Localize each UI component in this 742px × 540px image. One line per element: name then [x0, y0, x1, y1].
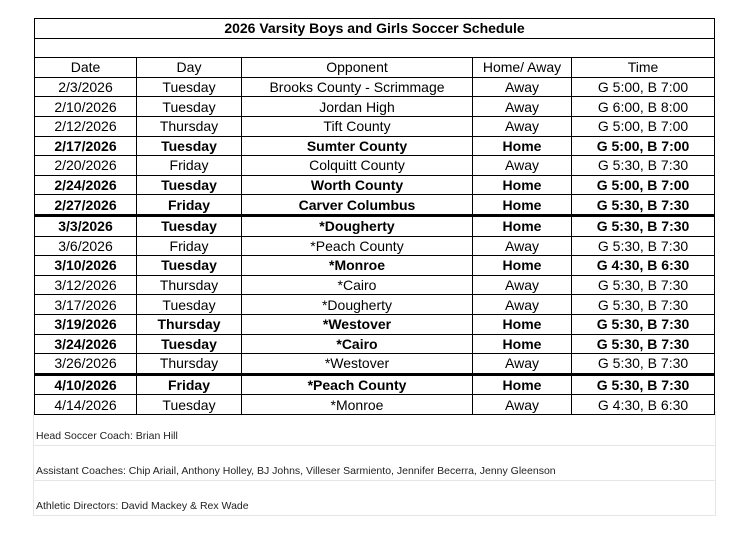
home-away-cell: Home	[473, 334, 572, 354]
home-away-cell: Away	[473, 354, 572, 375]
game-row	[35, 215, 715, 236]
day-cell: Tuesday	[137, 175, 242, 195]
assistant-coaches-text: Assistant Coaches: Chip Ariail, Anthony Holley, BJ Johns, Villeser Sarmiento, Jennifer Becerra, Jenny Gleenson	[36, 465, 556, 477]
date-cell: 3/24/2026	[35, 334, 137, 354]
opponent-cell: *Monroe	[242, 395, 473, 415]
date-cell: 3/6/2026	[35, 236, 137, 256]
title-row	[35, 19, 715, 39]
date-cell: 3/3/2026	[35, 215, 137, 236]
game-row	[35, 156, 715, 176]
opponent-cell: *Peach County	[242, 374, 473, 395]
time-cell: G 5:30, B 7:30	[572, 275, 715, 295]
schedule-title: 2026 Varsity Boys and Girls Soccer Schedule	[35, 19, 715, 39]
date-cell: 2/10/2026	[35, 97, 137, 117]
date-cell: 3/19/2026	[35, 314, 137, 334]
home-away-cell: Away	[473, 275, 572, 295]
game-row	[35, 334, 715, 354]
day-cell: Thursday	[137, 275, 242, 295]
home-away-cell: Away	[473, 116, 572, 136]
time-cell: G 5:30, B 7:30	[572, 236, 715, 256]
column-header-date: Date	[35, 58, 137, 78]
opponent-cell: *Westover	[242, 314, 473, 334]
home-away-cell: Home	[473, 215, 572, 236]
game-row	[35, 295, 715, 315]
day-cell: Tuesday	[137, 256, 242, 276]
opponent-cell: Sumter County	[242, 136, 473, 156]
opponent-cell: Carver Columbus	[242, 195, 473, 216]
game-row	[35, 136, 715, 156]
game-row	[35, 256, 715, 276]
home-away-cell: Away	[473, 97, 572, 117]
game-row	[35, 175, 715, 195]
game-row	[35, 314, 715, 334]
home-away-cell: Home	[473, 195, 572, 216]
time-cell: G 5:00, B 7:00	[572, 136, 715, 156]
game-row	[35, 97, 715, 117]
day-cell: Tuesday	[137, 77, 242, 97]
time-cell: G 4:30, B 6:30	[572, 256, 715, 276]
game-row	[35, 116, 715, 136]
time-cell: G 5:30, B 7:30	[572, 314, 715, 334]
game-row	[35, 354, 715, 375]
schedule-table	[34, 18, 715, 415]
day-cell: Tuesday	[137, 295, 242, 315]
opponent-cell: *Cairo	[242, 275, 473, 295]
schedule-sheet	[34, 18, 716, 415]
opponent-cell: Jordan High	[242, 97, 473, 117]
time-cell: G 5:30, B 7:30	[572, 354, 715, 375]
day-cell: Friday	[137, 236, 242, 256]
opponent-cell: *Westover	[242, 354, 473, 375]
home-away-cell: Home	[473, 136, 572, 156]
header-row	[35, 58, 715, 78]
home-away-cell: Away	[473, 156, 572, 176]
game-row	[35, 236, 715, 256]
game-row	[35, 374, 715, 395]
opponent-cell: *Dougherty	[242, 215, 473, 236]
spacer-row	[35, 38, 715, 58]
opponent-cell: Colquitt County	[242, 156, 473, 176]
time-cell: G 6:00, B 8:00	[572, 97, 715, 117]
date-cell: 2/20/2026	[35, 156, 137, 176]
staff-footer	[33, 411, 716, 516]
day-cell: Friday	[137, 374, 242, 395]
opponent-cell: *Peach County	[242, 236, 473, 256]
time-cell: G 5:30, B 7:30	[572, 334, 715, 354]
assistant-coaches-row	[33, 446, 716, 481]
game-row	[35, 77, 715, 97]
opponent-cell: Brooks County - Scrimmage	[242, 77, 473, 97]
date-cell: 4/14/2026	[35, 395, 137, 415]
home-away-cell: Away	[473, 236, 572, 256]
opponent-cell: *Dougherty	[242, 295, 473, 315]
day-cell: Friday	[137, 156, 242, 176]
athletic-directors-row	[33, 481, 716, 516]
home-away-cell: Away	[473, 295, 572, 315]
day-cell: Tuesday	[137, 395, 242, 415]
opponent-cell: Worth County	[242, 175, 473, 195]
date-cell: 3/10/2026	[35, 256, 137, 276]
opponent-cell: Tift County	[242, 116, 473, 136]
home-away-cell: Home	[473, 175, 572, 195]
date-cell: 3/26/2026	[35, 354, 137, 375]
time-cell: G 5:30, B 7:30	[572, 215, 715, 236]
time-cell: G 5:00, B 7:00	[572, 77, 715, 97]
column-header-day: Day	[137, 58, 242, 78]
date-cell: 2/17/2026	[35, 136, 137, 156]
opponent-cell: *Cairo	[242, 334, 473, 354]
day-cell: Tuesday	[137, 136, 242, 156]
day-cell: Thursday	[137, 116, 242, 136]
date-cell: 4/10/2026	[35, 374, 137, 395]
date-cell: 2/3/2026	[35, 77, 137, 97]
day-cell: Thursday	[137, 354, 242, 375]
date-cell: 3/12/2026	[35, 275, 137, 295]
time-cell: G 5:30, B 7:30	[572, 156, 715, 176]
date-cell: 2/12/2026	[35, 116, 137, 136]
head-coach-text: Head Soccer Coach: Brian Hill	[36, 430, 178, 442]
time-cell: G 5:00, B 7:00	[572, 175, 715, 195]
game-row	[35, 195, 715, 216]
time-cell: G 5:30, B 7:30	[572, 374, 715, 395]
home-away-cell: Home	[473, 256, 572, 276]
opponent-cell: *Monroe	[242, 256, 473, 276]
day-cell: Tuesday	[137, 215, 242, 236]
date-cell: 2/27/2026	[35, 195, 137, 216]
column-header-home-away: Home/ Away	[473, 58, 572, 78]
time-cell: G 5:30, B 7:30	[572, 295, 715, 315]
column-header-opponent: Opponent	[242, 58, 473, 78]
day-cell: Tuesday	[137, 97, 242, 117]
date-cell: 2/24/2026	[35, 175, 137, 195]
day-cell: Thursday	[137, 314, 242, 334]
time-cell: G 5:00, B 7:00	[572, 116, 715, 136]
home-away-cell: Home	[473, 314, 572, 334]
column-header-time: Time	[572, 58, 715, 78]
home-away-cell: Away	[473, 395, 572, 415]
home-away-cell: Home	[473, 374, 572, 395]
day-cell: Friday	[137, 195, 242, 216]
day-cell: Tuesday	[137, 334, 242, 354]
game-row	[35, 275, 715, 295]
athletic-directors-text: Athletic Directors: David Mackey & Rex Wade	[36, 500, 249, 512]
date-cell: 3/17/2026	[35, 295, 137, 315]
time-cell: G 5:30, B 7:30	[572, 195, 715, 216]
home-away-cell: Away	[473, 77, 572, 97]
head-coach-row	[33, 411, 716, 446]
time-cell: G 4:30, B 6:30	[572, 395, 715, 415]
